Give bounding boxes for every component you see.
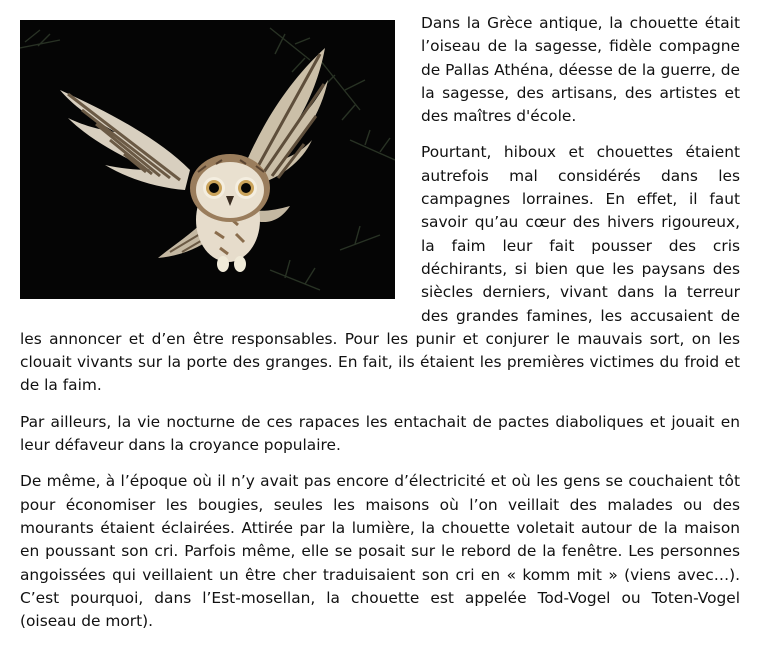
paragraph-4: De même, à l’époque où il n’y avait pas encore d’électricité et où les gens se couchaient tôt pour économiser les bougies, seules les maisons où l’on veillait des malades ou des mourants étaient éclairées. Attirée par la lumière, la chouette voletait autour de la maison en poussant son cri. Parfois même, elle se posait sur le rebord de la fenêtre. Les personnes angoissées qui veillaient un être cher traduisaient son cri en « komm mit » (viens avec…). C’est pourquoi, dans l’Est-mosellan, la chouette est appelée Tod-Vogel ou Toten-Vogel (oiseau de mort).: [20, 472, 740, 631]
owl-photo-icon: [20, 20, 395, 299]
article-body: [20, 12, 740, 646]
paragraph-3: Par ailleurs, la vie nocturne de ces rapaces les entachait de pactes diaboliques et jouait en leur défaveur dans la croyance populaire.: [20, 412, 740, 455]
night-background: [20, 20, 395, 299]
paragraph-2: Pourtant, hiboux et chouettes étaient autrefois mal considérés dans les campagnes lorraines. En effet, il faut savoir qu’au cœur des hivers rigoureux, la faim leur fait pousser des cris déchirants, si bien que les paysans des siècles derniers, vivant dans la terreur des grandes famines, les accusaient de les annoncer et d’en être responsables. Pour les punir et conjurer le mauvais sort, on les clouait vivants sur la porte des granges. En fait, ils étaient les premières victimes du froid et de la faim.: [20, 143, 740, 395]
owl-illustration: [20, 20, 395, 299]
owl-head: [190, 154, 270, 222]
paragraph-1: Dans la Grèce antique, la chouette était l’oiseau de la sagesse, fidèle compagne de Pallas Athéna, déesse de la guerre, de la sagesse, des artisans, des artistes et des maîtres d'école.: [421, 14, 740, 126]
